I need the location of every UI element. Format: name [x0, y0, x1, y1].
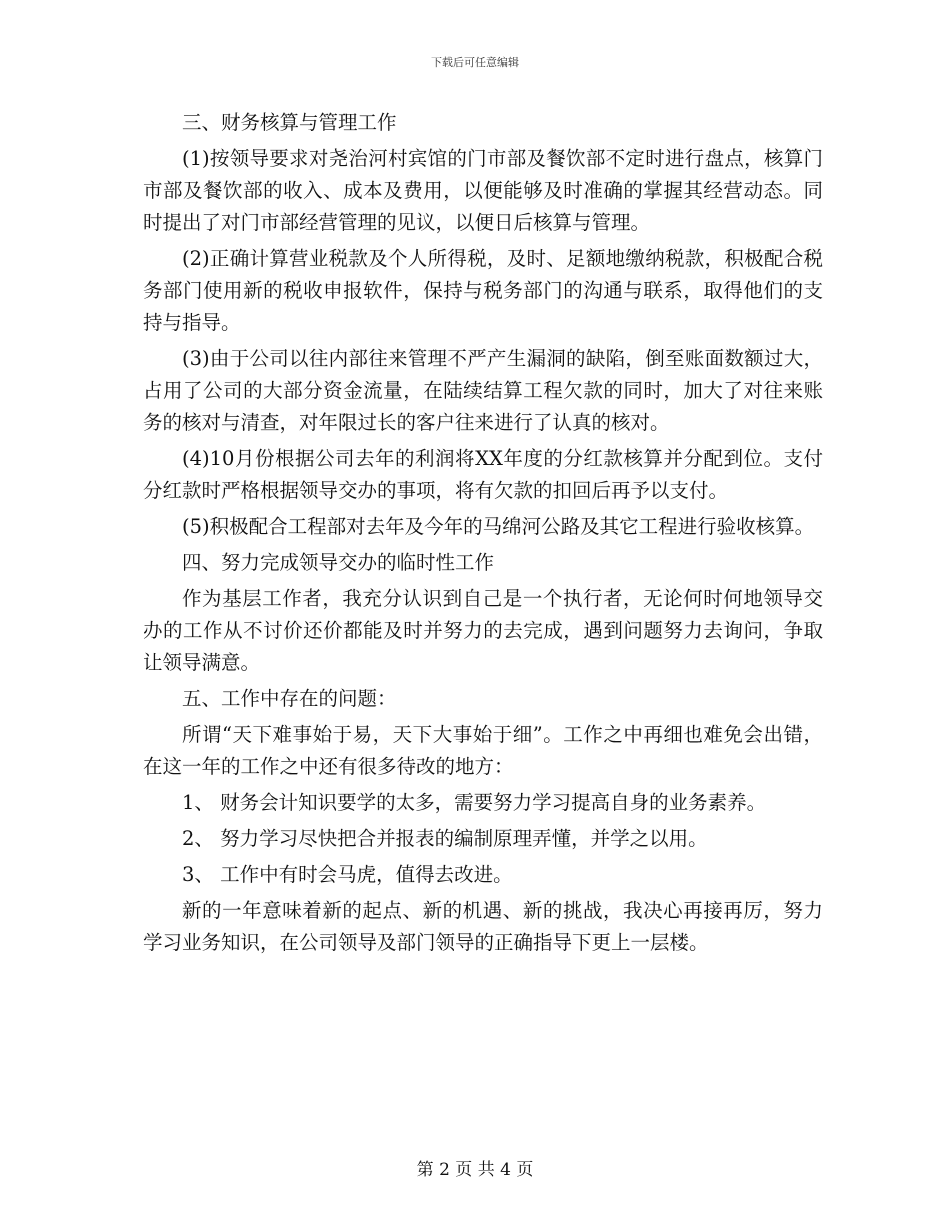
- page-number: 第 2 页 共 4 页: [416, 1160, 534, 1180]
- section-heading-finance: 三、财务核算与管理工作: [182, 111, 397, 134]
- paragraph-item-3: (3)由于公司以往内部往来管理不严产生漏洞的缺陷，倒至账面数额过大，占用了公司的大部分资金流量，在陆续结算工程欠款的同时，加大了对往来账务的核对与清查，对年限过长的客户往来进行了认真的核对。: [143, 347, 823, 434]
- paragraph-temporary-work: 作为基层工作者，我充分认识到自己是一个执行者，无论何时何地领导交办的工作从不讨价还价都能及时并努力的去完成，遇到问题努力去询问，争取让领导满意。: [143, 587, 823, 674]
- problem-item-3: 3、 工作中有时会马虎，值得去改进。: [182, 863, 513, 886]
- paragraph-item-4: (4)10月份根据公司去年的利润将XX年度的分红款核算并分配到位。支付分红款时严格根据领导交办的事项，将有欠款的扣回后再予以支付。: [143, 447, 823, 502]
- section-heading-temporary-work: 四、努力完成领导交办的临时性工作: [182, 551, 495, 574]
- section-heading-problems: 五、工作中存在的问题：: [182, 687, 397, 710]
- paragraph-problems-intro: 所谓“天下难事始于易，天下大事始于细”。工作之中再细也难免会出错，在这一年的工作之中还有很多待改的地方：: [143, 723, 823, 778]
- problem-item-1: 1、 财务会计知识要学的太多，需要努力学习提高自身的业务素养。: [182, 791, 767, 814]
- paragraph-conclusion: 新的一年意味着新的起点、新的机遇、新的挑战，我决心再接再厉，努力学习业务知识，在公司领导及部门领导的正确指导下更上一层楼。: [143, 899, 823, 954]
- page-header: 下载后可任意编辑: [431, 56, 519, 69]
- paragraph-item-5: (5)积极配合工程部对去年及今年的马绵河公路及其它工程进行验收核算。: [182, 515, 815, 538]
- paragraph-item-2: (2)正确计算营业税款及个人所得税，及时、足额地缴纳税款，积极配合税务部门使用新的税收申报软件，保持与税务部门的沟通与联系，取得他们的支持与指导。: [143, 247, 823, 334]
- problem-item-2: 2、 努力学习尽快把合并报表的编制原理弄懂，并学之以用。: [182, 827, 708, 850]
- paragraph-item-1: (1)按领导要求对尧治河村宾馆的门市部及餐饮部不定时进行盘点，核算门市部及餐饮部的收入、成本及费用，以便能够及时准确的掌握其经营动态。同时提出了对门市部经营管理的见议，以便日后核算与管理。: [143, 147, 823, 234]
- document-body: [143, 107, 823, 963]
